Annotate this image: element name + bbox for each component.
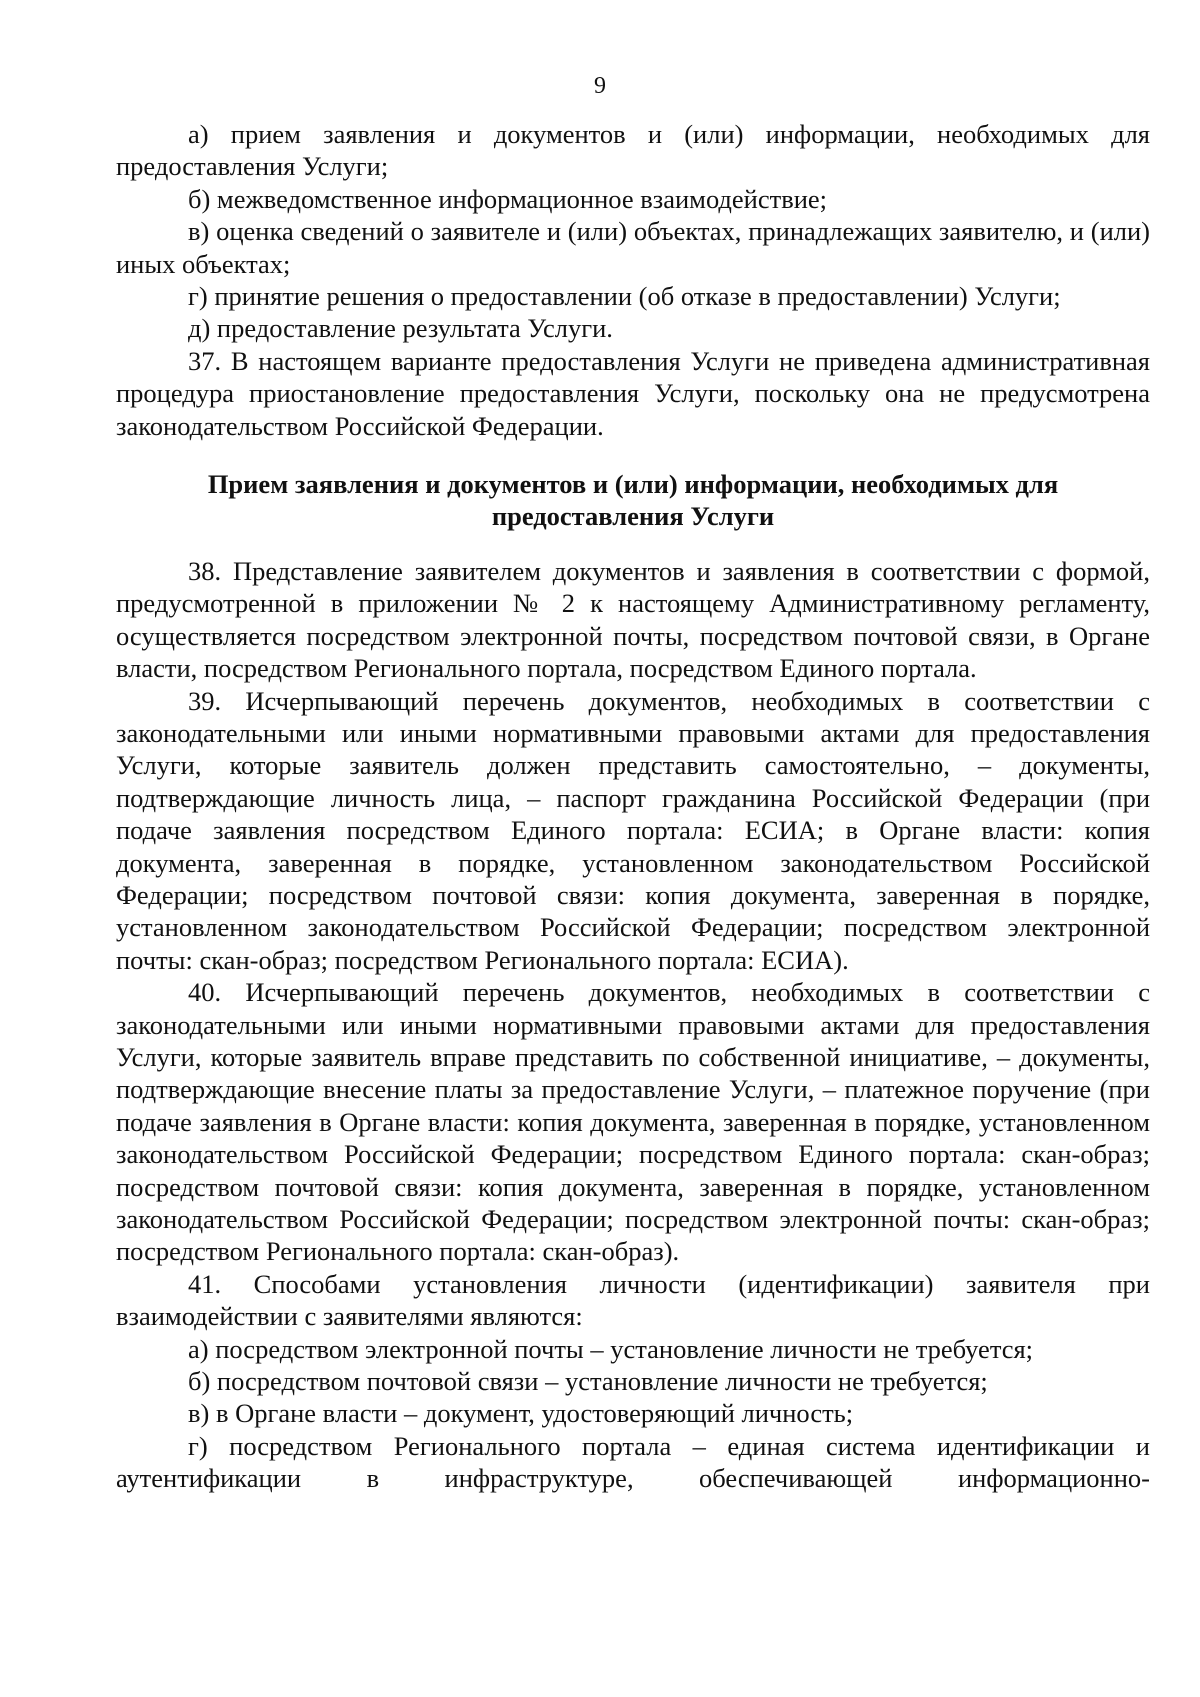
paragraph-41-item-b: б) посредством почтовой связи – установление личности не требуется; [188, 1366, 988, 1397]
paragraph-40: 40. Исчерпывающий перечень документов, необходимых в соответствии с законодательными или иными нормативными правовыми актами для предоставления Услуги, которые заявитель вправе представить по собственной инициативе, – документы, подтверждающие внесение платы за предоставление Услуги, – платежное поручение (при подаче заявления в Органе власти: копия документа, заверенная в порядке, установленном законодательством Российской Федерации; посредством Единого портала: скан-образ; посредством почтовой связи: копия документа, заверенная в порядке, установленном законодательством Российской Федерации; посредством электронной почты: скан-образ; посредством Регионального портала: скан-образ). [116, 977, 1150, 1267]
paragraph-41-item-a: а) посредством электронной почты – установление личности не требуется; [188, 1333, 1034, 1364]
paragraph-41-item-v: в) в Органе власти – документ, удостоверяющий личность; [188, 1398, 854, 1429]
paragraph-item-g: г) принятие решения о предоставлении (об отказе в предоставлении) Услуги; [188, 281, 1061, 312]
paragraph-item-b: б) межведомственное информационное взаимодействие; [188, 183, 828, 214]
paragraph-41: 41. Способами установления личности (идентификации) заявителя при взаимодействии с заявителями являются: [116, 1268, 1150, 1332]
page-number: 9 [594, 73, 606, 99]
section-heading [116, 468, 1150, 533]
section-heading-line-2: предоставления Услуги [491, 501, 775, 532]
paragraph-38: 38. Представление заявителем документов и заявления в соответствии с формой, предусмотренной в приложении № 2 к настоящему Административному регламенту, осуществляется посредством электронной почты, посредством почтовой связи, в Органе власти, посредством Регионального портала, посредством Единого портала. [116, 555, 1150, 684]
section-heading-line-1: Прием заявления и документов и (или) информации, необходимых для [207, 469, 1059, 500]
paragraph-39: 39. Исчерпывающий перечень документов, необходимых в соответствии с законодательными или иными нормативными правовыми актами для предоставления Услуги, которые заявитель должен представить самостоятельно, – документы, подтверждающие личность лица, – паспорт гражданина Российской Федерации (при подаче заявления посредством Единого портала: ЕСИА; в Органе власти: копия документа, заверенная в порядке, установленном законодательством Российской Федерации; посредством почтовой связи: копия документа, заверенная в порядке, установленном законодательством Российской Федерации; посредством электронной почты: скан-образ; посредством Регионального портала: ЕСИА). [116, 685, 1150, 975]
paragraph-37: 37. В настоящем варианте предоставления Услуги не приведена административная процедура приостановление предоставления Услуги, поскольку она не предусмотрена законодательством Российской Федерации. [116, 345, 1150, 441]
document-body [116, 118, 1150, 1495]
paragraph-item-v: в) оценка сведений о заявителе и (или) объектах, принадлежащих заявителю, и (или) иных объектах; [116, 216, 1150, 279]
paragraph-41-item-g: г) посредством Регионального портала – единая система идентификации и аутентификации в инфраструктуре, обеспечивающей информационно- [116, 1430, 1150, 1494]
paragraph-item-a: а) прием заявления и документов и (или) информации, необходимых для предоставления Услуги; [116, 119, 1150, 182]
paragraph-item-d: д) предоставление результата Услуги. [188, 313, 613, 344]
